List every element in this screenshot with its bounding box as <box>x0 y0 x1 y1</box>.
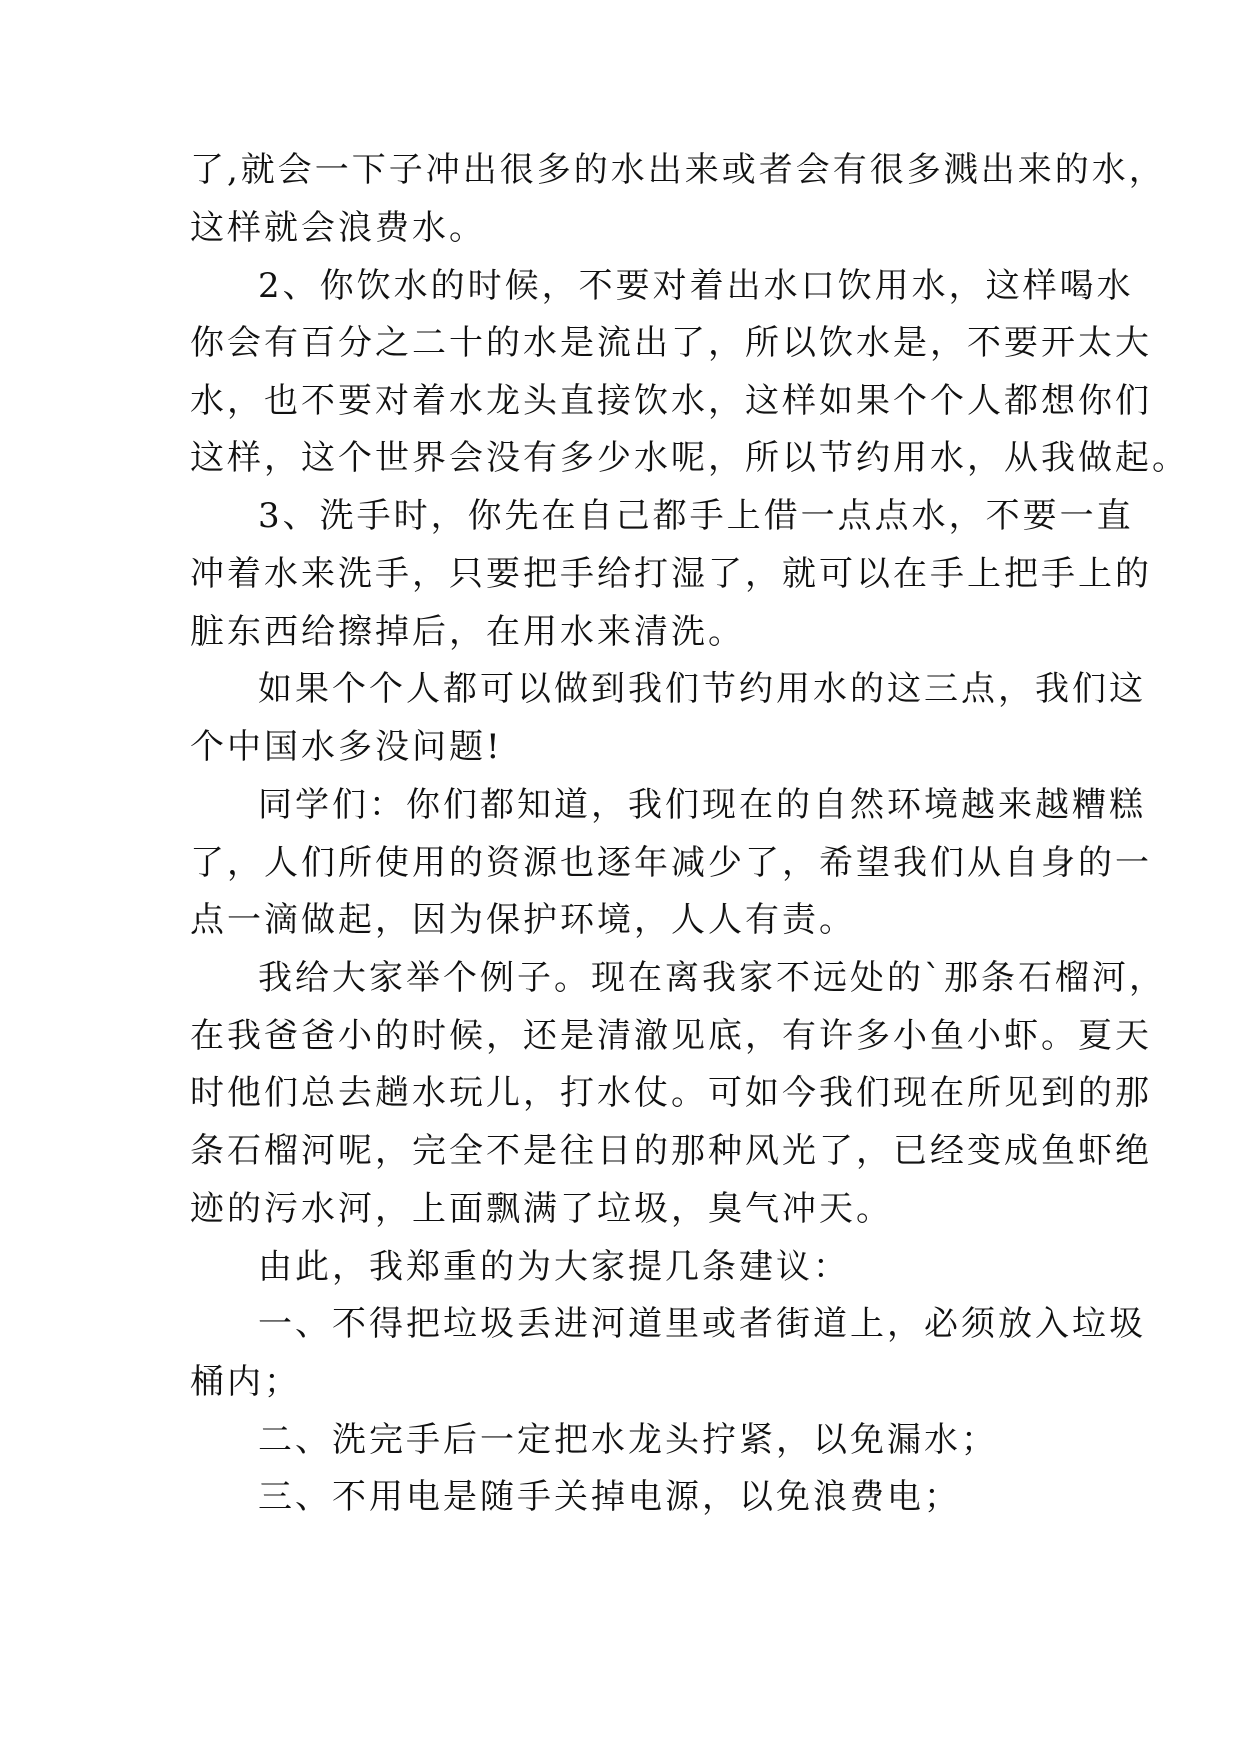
text-line: 在我爸爸小的时候，还是清澈见底，有许多小鱼小虾。夏天 <box>190 1016 1152 1056</box>
list-item: 三、不用电是随手关掉电源，以免浪费电； <box>258 1477 961 1517</box>
paragraph-start: 3、洗手时，你先在自己都手上借一点点水，不要一直 <box>258 496 1134 536</box>
text-line: 你会有百分之二十的水是流出了，所以饮水是，不要开太大 <box>190 323 1152 363</box>
text-line: 脏东西给擦掉后，在用水来清洗。 <box>190 612 745 652</box>
text-line: 时他们总去趟水玩儿，打水仗。可如今我们现在所见到的那 <box>190 1073 1152 1113</box>
paragraph-start: 2、你饮水的时候，不要对着出水口饮用水，这样喝水 <box>258 266 1134 306</box>
text-line: 了，人们所使用的资源也逐年减少了，希望我们从自身的一 <box>190 843 1152 883</box>
text-line: 条石榴河呢，完全不是往日的那种风光了，已经变成鱼虾绝 <box>190 1131 1152 1171</box>
text-line: 这样就会浪费水。 <box>190 208 486 248</box>
list-item: 一、不得把垃圾丢进河道里或者街道上，必须放入垃圾 <box>258 1304 1146 1344</box>
list-item: 二、洗完手后一定把水龙头拧紧，以免漏水； <box>258 1420 998 1460</box>
text-line: 水，也不要对着水龙头直接饮水，这样如果个个人都想你们 <box>190 381 1152 421</box>
text-line: 这样，这个世界会没有多少水呢，所以节约用水，从我做起。 <box>190 438 1189 478</box>
paragraph-start: 由此，我郑重的为大家提几条建议： <box>258 1247 850 1287</box>
paragraph-start: 同学们：你们都知道，我们现在的自然环境越来越糟糕 <box>258 785 1146 825</box>
text-line: 桶内； <box>190 1362 301 1402</box>
text-line: 个中国水多没问题! <box>190 727 503 767</box>
text-line: 点一滴做起，因为保护环境，人人有责。 <box>190 900 856 940</box>
text-line: 冲着水来洗手，只要把手给打湿了，就可以在手上把手上的 <box>190 554 1152 594</box>
paragraph-start: 如果个个人都可以做到我们节约用水的这三点，我们这 <box>258 669 1146 709</box>
text-line: 迹的污水河，上面飘满了垃圾，臭气冲天。 <box>190 1189 893 1229</box>
text-line: 了,就会一下子冲出很多的水出来或者会有很多溅出来的水， <box>190 150 1166 190</box>
paragraph-start: 我给大家举个例子。现在离我家不远处的`那条石榴河， <box>258 958 1166 998</box>
